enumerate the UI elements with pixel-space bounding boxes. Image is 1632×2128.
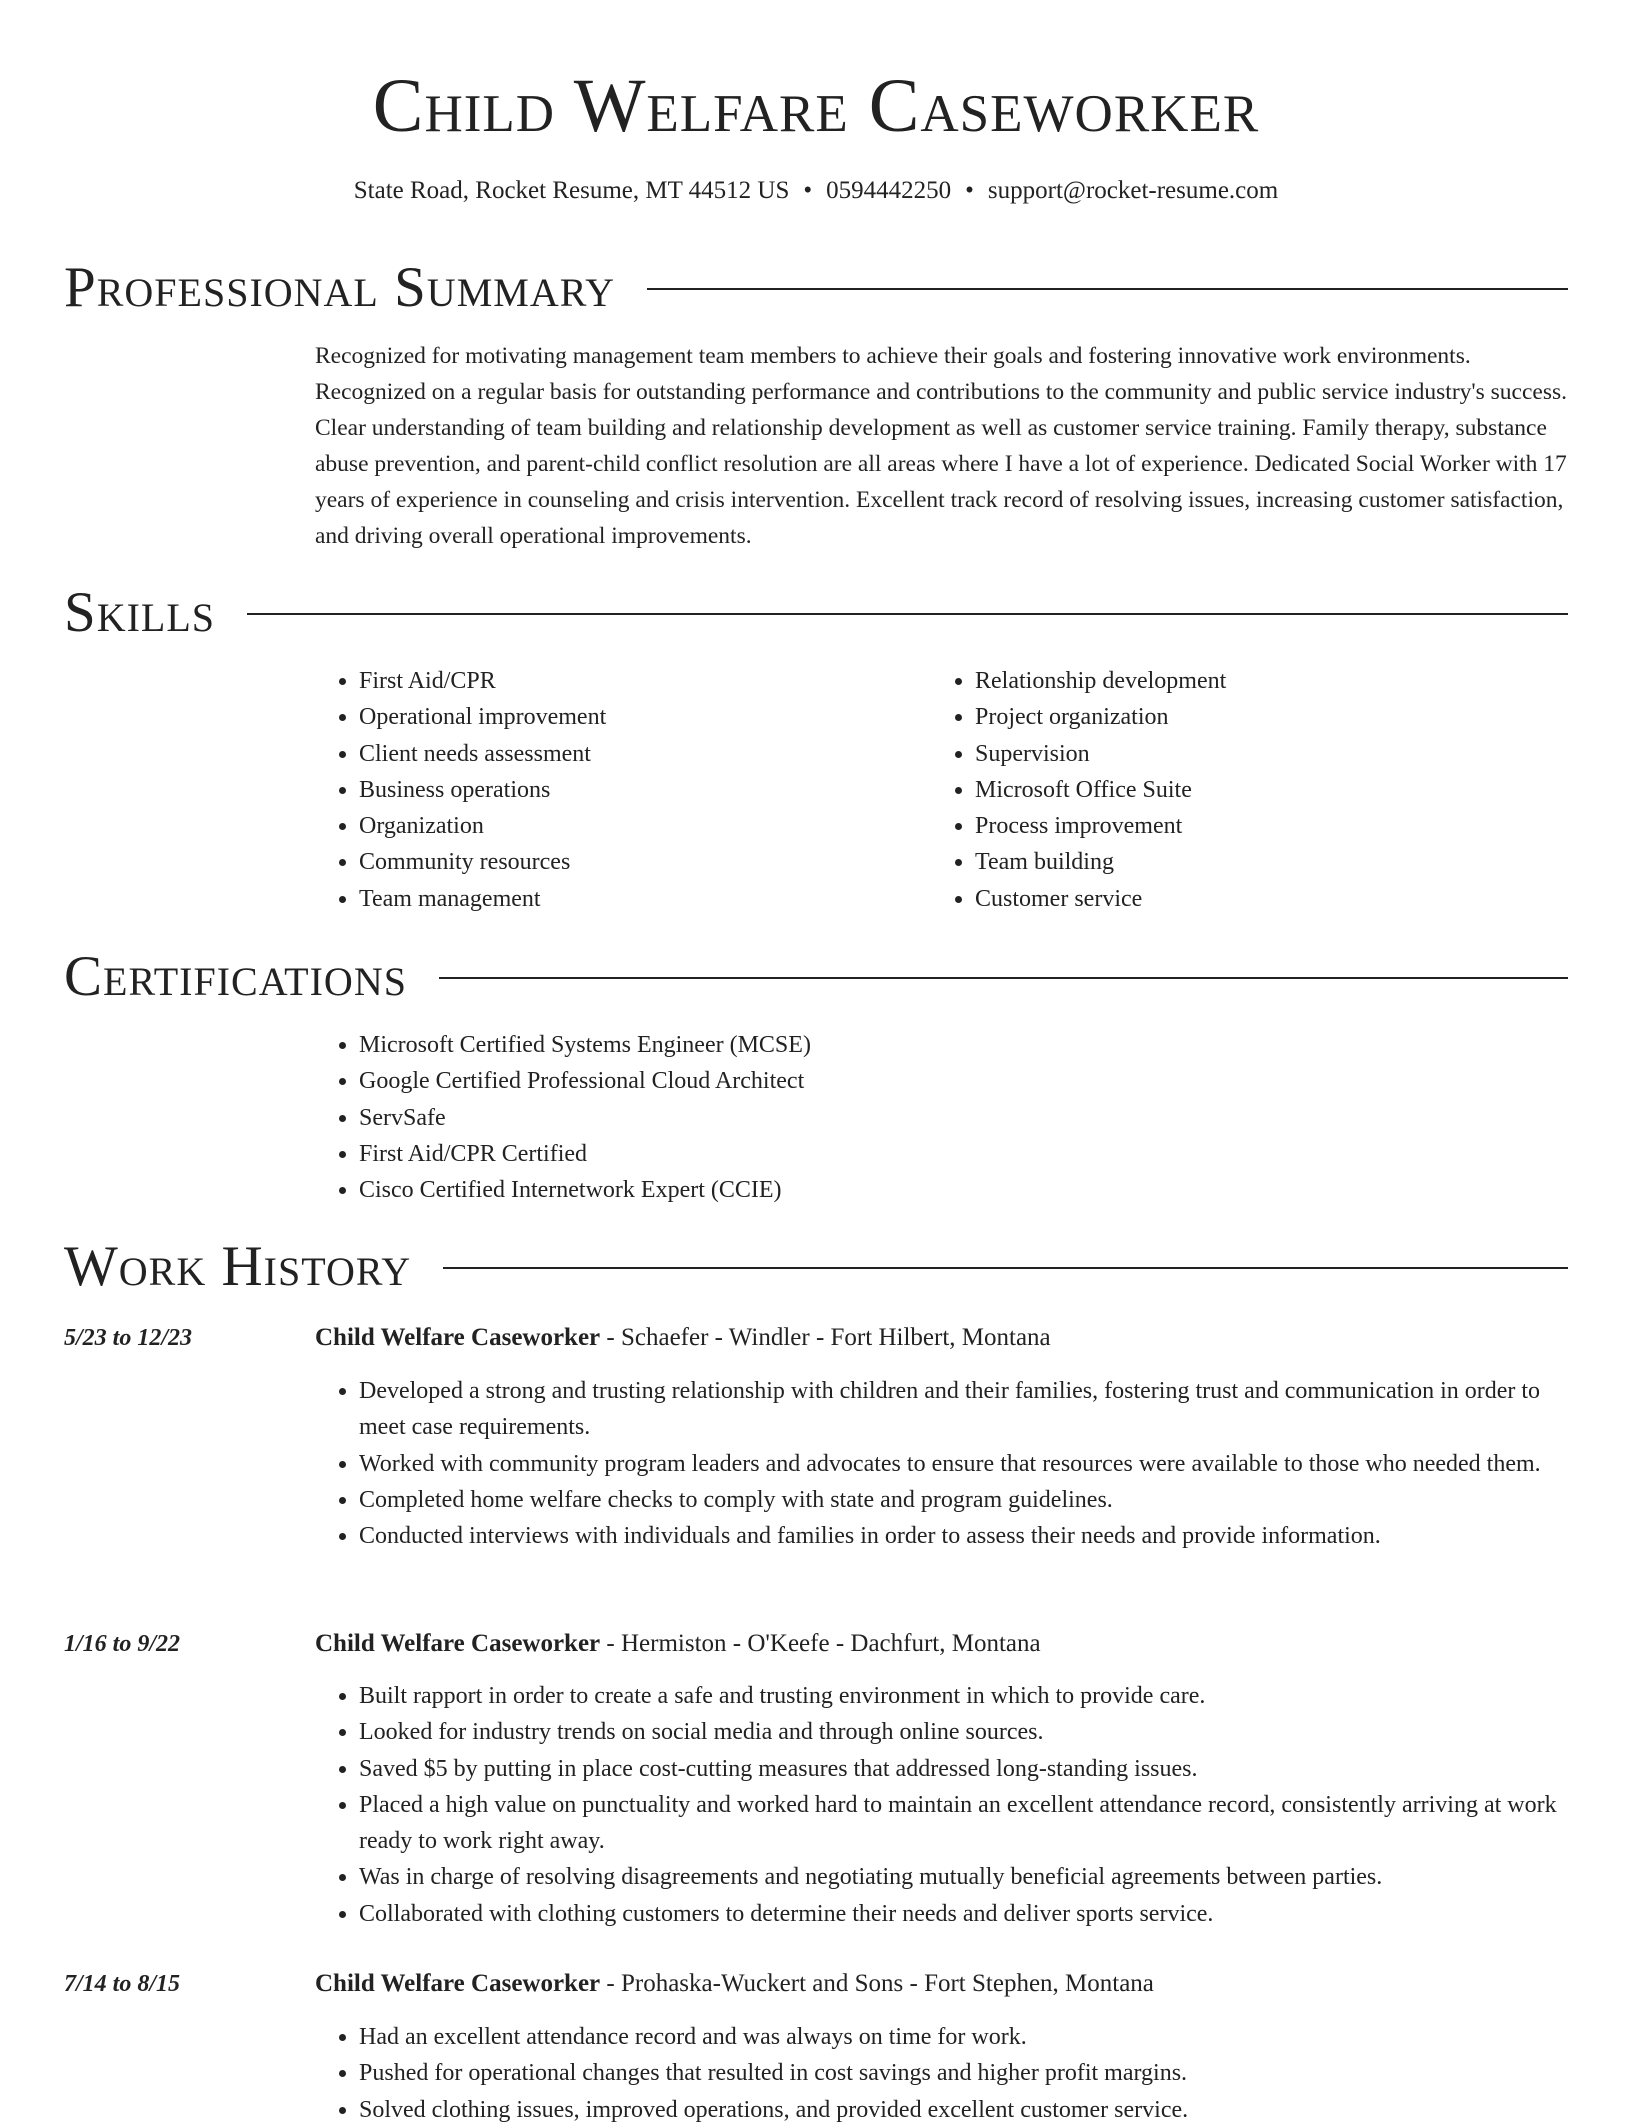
certification-item: • Microsoft Certified Systems Engineer (MCSE)	[359, 1027, 1515, 1063]
section-title: Work History	[64, 1235, 412, 1298]
job-employer: - Schaefer - Windler - Fort Hilbert, Montana	[600, 1324, 1051, 1351]
contact-line	[0, 174, 1632, 208]
contact-email: support@rocket-resume.com	[987, 177, 1279, 204]
job-dates: 7/14 to 8/15	[64, 1971, 181, 1997]
section-title: Professional Summary	[64, 256, 616, 319]
skills-column-left	[315, 663, 895, 917]
section-header-summary	[64, 253, 1568, 323]
skill-item: • Team building	[975, 844, 1511, 880]
job-bullet: • Was in charge of resolving disagreements and negotiating mutually beneficial agreements between parties.	[359, 1859, 1568, 1895]
certifications-block	[315, 1027, 1515, 1208]
job-bullets-block	[315, 1373, 1568, 1554]
section-title: Skills	[64, 581, 216, 644]
job-bullets	[315, 1373, 1568, 1554]
section-header-work-history	[64, 1232, 1568, 1302]
skill-item: • Organization	[359, 808, 895, 844]
skill-item: • Community resources	[359, 844, 895, 880]
contact-separator: •	[965, 177, 974, 204]
skill-item: • Relationship development	[975, 663, 1511, 699]
job-heading	[315, 1320, 1051, 1356]
job-title: Child Welfare Caseworker	[315, 1970, 601, 1997]
job-title: Child Welfare Caseworker	[315, 1324, 601, 1351]
certification-item: • Cisco Certified Internetwork Expert (CCIE)	[359, 1172, 1515, 1208]
job-bullet: • Had an excellent attendance record and was always on time for work.	[359, 2019, 1568, 2055]
section-rule	[647, 288, 1568, 290]
section-header-skills	[64, 578, 1568, 648]
section-rule	[443, 1267, 1568, 1269]
contact-address: State Road, Rocket Resume, MT 44512 US	[353, 177, 790, 204]
skill-item: • Client needs assessment	[359, 736, 895, 772]
resume-name: Child Welfare Caseworker	[372, 64, 1260, 148]
certifications-list	[315, 1027, 1515, 1208]
job-bullets-block	[315, 1678, 1568, 1932]
certification-item: • First Aid/CPR Certified	[359, 1136, 1515, 1172]
section-header-certifications	[64, 942, 1568, 1012]
job-dates: 5/23 to 12/23	[64, 1325, 193, 1351]
skill-item: • Operational improvement	[359, 699, 895, 735]
job-bullet: • Conducted interviews with individuals and families in order to assess their needs and provide information.	[359, 1518, 1568, 1554]
job-bullets	[315, 1678, 1568, 1932]
job-bullet: • Developed a strong and trusting relationship with children and their families, fostering trust and communication in order to meet case requirements.	[359, 1373, 1568, 1446]
job-dates: 1/16 to 9/22	[64, 1631, 181, 1657]
job-heading	[315, 1966, 1154, 2002]
skill-item: • Project organization	[975, 699, 1511, 735]
job-bullet: • Solved clothing issues, improved operations, and provided excellent customer service.	[359, 2092, 1568, 2128]
skill-item: • Microsoft Office Suite	[975, 772, 1511, 808]
job-employer: - Prohaska-Wuckert and Sons - Fort Stephen, Montana	[600, 1970, 1154, 1997]
skill-item: • Team management	[359, 881, 895, 917]
job-title: Child Welfare Caseworker	[315, 1630, 601, 1657]
job-heading	[315, 1626, 1041, 1662]
job-bullet: • Collaborated with clothing customers to determine their needs and deliver sports service.	[359, 1896, 1568, 1932]
job-bullet: • Looked for industry trends on social media and through online sources.	[359, 1714, 1568, 1750]
section-rule	[247, 613, 1568, 615]
job-bullet: • Worked with community program leaders and advocates to ensure that resources were available to those who needed them.	[359, 1446, 1568, 1482]
job-bullet: • Saved $5 by putting in place cost-cutting measures that addressed long-standing issues.	[359, 1751, 1568, 1787]
skills-column-right	[931, 663, 1511, 917]
certification-item: • Google Certified Professional Cloud Architect	[359, 1063, 1515, 1099]
job-employer: - Hermiston - O'Keefe - Dachfurt, Montana	[600, 1630, 1041, 1657]
summary-text: Recognized for motivating management team members to achieve their goals and fostering innovative work environments. Recognized on a regular basis for outstanding performance and contributions to the community and public service industry's success. Clear understanding of team building and relationship development as well as customer service training. Family therapy, substance abuse prevention, and parent-child conflict resolution are all areas where I have a lot of experience. Dedicated Social Worker with 17 years of experience in counseling and crisis intervention. Excellent track record of resolving issues, increasing customer satisfaction, and driving overall operational improvements.	[315, 343, 1568, 549]
contact-separator: •	[803, 177, 813, 204]
job-bullet: • Completed home welfare checks to comply with state and program guidelines.	[359, 1482, 1568, 1518]
section-rule	[439, 977, 1568, 979]
certification-item: • ServSafe	[359, 1100, 1515, 1136]
skills-list	[315, 663, 895, 917]
skill-item: • Process improvement	[975, 808, 1511, 844]
job-bullet: • Placed a high value on punctuality and worked hard to maintain an excellent attendance record, consistently arriving at work ready to work right away.	[359, 1787, 1568, 1860]
job-bullet: • Pushed for operational changes that resulted in cost savings and higher profit margins.	[359, 2055, 1568, 2091]
skill-item: • Customer service	[975, 881, 1511, 917]
skill-item: • Supervision	[975, 736, 1511, 772]
skill-item: • First Aid/CPR	[359, 663, 895, 699]
section-title: Certifications	[64, 945, 407, 1008]
skill-item: • Business operations	[359, 772, 895, 808]
skills-list	[931, 663, 1511, 917]
job-bullet: • Built rapport in order to create a safe and trusting environment in which to provide care.	[359, 1678, 1568, 1714]
contact-phone: 0594442250	[826, 177, 952, 204]
